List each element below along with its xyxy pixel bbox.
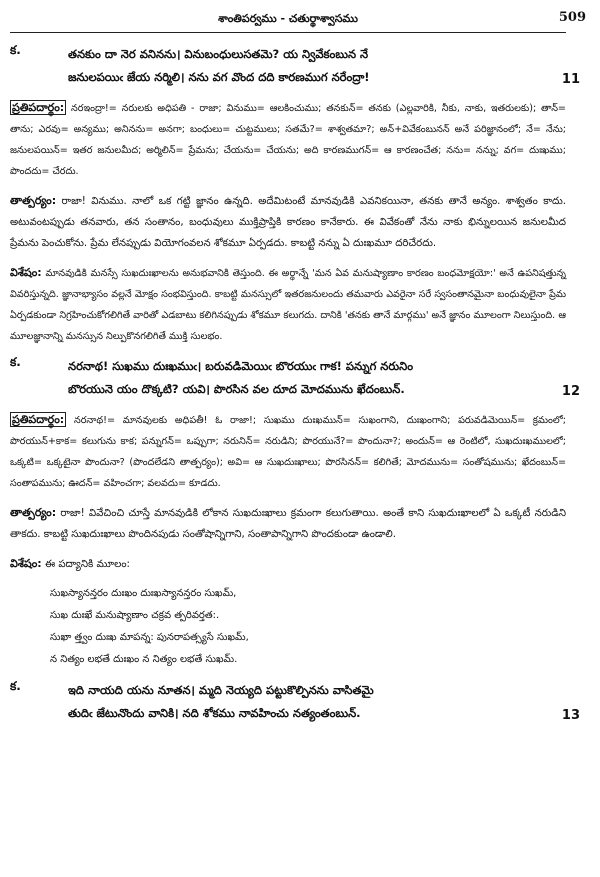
tatparyam-12	[10, 502, 566, 545]
page-number: 509	[558, 10, 586, 25]
verse-marker: క.	[10, 355, 21, 369]
sanskrit-sloka	[10, 583, 566, 671]
verse-number: 12	[561, 384, 580, 399]
visesham-text: మానవుడికి మనస్సే సుఖదుఃఖాలను అనుభవానికి తెస్తుంది. ఈ అర్థాన్నే 'మన ఏవ మనుష్యాణాం కారణం బంధమోక్షయో:' అనే ఉపనిషత్తున్న వివరిస్తున్నది. జ్ఞానాభ్యాసం వల్లనే మోక్షం సంభవిస్తుంది. కాబట్టి మనస్సులో ఇతరజనులందు తమవారు ఎవరైనా సరే స్వసంతానమైనా బంధువులైనా ప్రేమ ఏర్పడకుండా నిగ్రహించుకోగలిగితే వారితో ఎడబాటు కలిగినప్పుడు శోకమూ కలుగదు. దానికి 'తనకు తానే మార్గము' అనే జ్ఞానం మూలంగా నిలుస్తుంది. ఆ మూలజ్ఞానాన్ని మనస్సున నిల్పుకొనగలిగితే ముక్తి సులభం.	[10, 268, 566, 342]
visesham-11	[10, 262, 566, 347]
tatparyam-11	[10, 190, 566, 254]
verse-13	[10, 679, 580, 725]
verse-line-2: తుదిఁ జేటునొందు వానికి। నది శోకము నావహించు నత్యంతంబున్.	[68, 706, 361, 720]
pratipadartham-11	[10, 97, 566, 182]
pratipadartham-12	[10, 409, 566, 494]
pratipadartham-label: ప్రతిపదార్థం:	[12, 101, 65, 114]
visesham-label: విశేషం:	[10, 266, 42, 279]
pratipadartham-text: నరఇంద్రా!= నరులకు అధిపతి - రాజా; వినుము= ఆలకించుము; తనకున్= తనకు (ఎల్లవారికి, నీకు, నాకు, ఇతరులకు); తాన్= తాను; ఎరవు= అన్యము; అనినను= అనగా; బంధులు= చుట్టములు; సతమే?= శాశ్వతమా?; అన్+వివేకంబునన్ అనే పరిజ్ఞానంలో; నే= నేను; జనులపయిన్= ఇతర జనులమీద; అర్మిలిన్= ప్రేమను; చేయను= చేయను; అది కారణముగన్= ఆ కారణంచేత; నను= నన్ను; వగ= దుఃఖము; పొందదు= చేరదు.	[10, 103, 566, 177]
visesham-label: విశేషం:	[10, 557, 42, 570]
verse-marker: క.	[10, 679, 21, 693]
sanskrit-line: సుఖా త్త్వం దుఃఖ మాపన్న: పునరాపత్స్యసే సుఖమ్,	[50, 632, 249, 643]
pratipadartham-text: నరనాథ!= మానవులకు అధిపతీ! ఓ రాజా!; సుఖము దుఃఖమున్= సుఖంగాని, దుఃఖంగాని; పరువడిమెయిన్= క్రమంలో; పొరయున్+కాక= కలుగును కాక; పన్నుగన్= ఒప్పుగా; నరునిన్= నరుడిని; పొరయునే?= పొందునా?; అందున్= ఆ రెంటిలో, సుఖదుఃఖములలో; ఒక్కటి= ఒక్కటైనా పొందునా? (పొందలేడని తాత్పర్యం); అవి= ఆ సుఖదుఃఖాలు; పొరసినన్= కలిగితే; మోదమును= సంతోషమును; ఖేదంబున్= సంతాపమును; ఊదన్= వహించగా; వలవదు= కూడదు.	[10, 415, 566, 489]
visesham-12	[10, 553, 566, 575]
sanskrit-line: న నిత్యం లభతే దుఃఖం న నిత్యం లభతే సుఖమ్.	[50, 654, 238, 665]
tatparyam-label: తాత్పర్యం:	[10, 194, 57, 207]
tatparyam-text: రాజా! వినుము. నాలో ఒక గట్టి జ్ఞానం ఉన్నది. అదేమిటంటే మానవుడికి ఎవనికయినా, తనకు తానే అన్యం. శాశ్వతం కాదు. అటువంటప్పుడు తనవారు, తన సంతానం, బంధువులు ముక్తిప్రాప్తికి కారణం కానేకారు. ఈ వివేకంతో నేను నాకు భిన్నులయిన జనులమీద ప్రేమను పెంచుకోను. ప్రేమ లేనప్పుడు వియోగంవలన శోకమూ ఏర్పడదు. కాబట్టి నన్ను ఏ దుఃఖమూ దరిచేరదు.	[10, 196, 566, 249]
verse-11	[10, 43, 580, 89]
verse-marker: క.	[10, 43, 21, 57]
verse-line-1: ఇది నాయది యను నూతన। మ్మది నెయ్యది పట్టుకొల్పినను వాసితమై	[68, 683, 374, 697]
sanskrit-line: సుఖ దుఃఖే మనుష్యాణాం చక్రవ త్పరివర్తత:.	[50, 610, 220, 621]
verse-line-1: నరనాథ! సుఖము దుఃఖముఁ। బరువడిమెయిఁ బొరయుఁ గాక! పన్నుగ నరునిం	[68, 359, 414, 373]
pratipadartham-label: ప్రతిపదార్థం:	[12, 413, 65, 426]
page-header	[10, 6, 586, 33]
verse-line-1: తనకుం దా నెర వనినను। వినుబంధులుసతమె? య న్వివేకంబున నే	[68, 47, 369, 61]
visesham-text: ఈ పద్యానికి మూలం:	[44, 559, 130, 570]
verse-number: 13	[561, 708, 580, 723]
verse-line-2: జనులపయిఁ జేయ నర్మిలి। నను వగ వొంద దది కారణముగ నరేంద్రా!	[68, 70, 370, 84]
sanskrit-line: సుఖస్యానన్తరం దుఃఖం దుఃఖస్యానన్తరం సుఖమ్,	[50, 588, 237, 599]
tatparyam-label: తాత్పర్యం:	[10, 506, 57, 519]
tatparyam-text: రాజా! వివేచించి చూస్తే మానవుడికి లోకాన సుఖదుఃఖాలు క్రమంగా కలుగుతాయి. అంతే కాని సుఖదుఃఖాలలో ఏ ఒక్కటీ నరుడిని తాకదు. కాబట్టి సుఖదుఃఖాలు పొందినపుడు సంతోషాన్నిగాని, సంతాపాన్నిగాని పొందకుండా ఉండాలి.	[10, 508, 566, 540]
verse-number: 11	[561, 72, 580, 87]
running-title: శాంతిపర్వము - చతుర్థాశ్వాసము	[218, 12, 358, 25]
verse-line-2: బొరయునె యం దొక్కటి? యవి। పొరసిన వల దూద మోదమును ఖేదంబున్.	[68, 382, 405, 396]
verse-12	[10, 355, 580, 401]
